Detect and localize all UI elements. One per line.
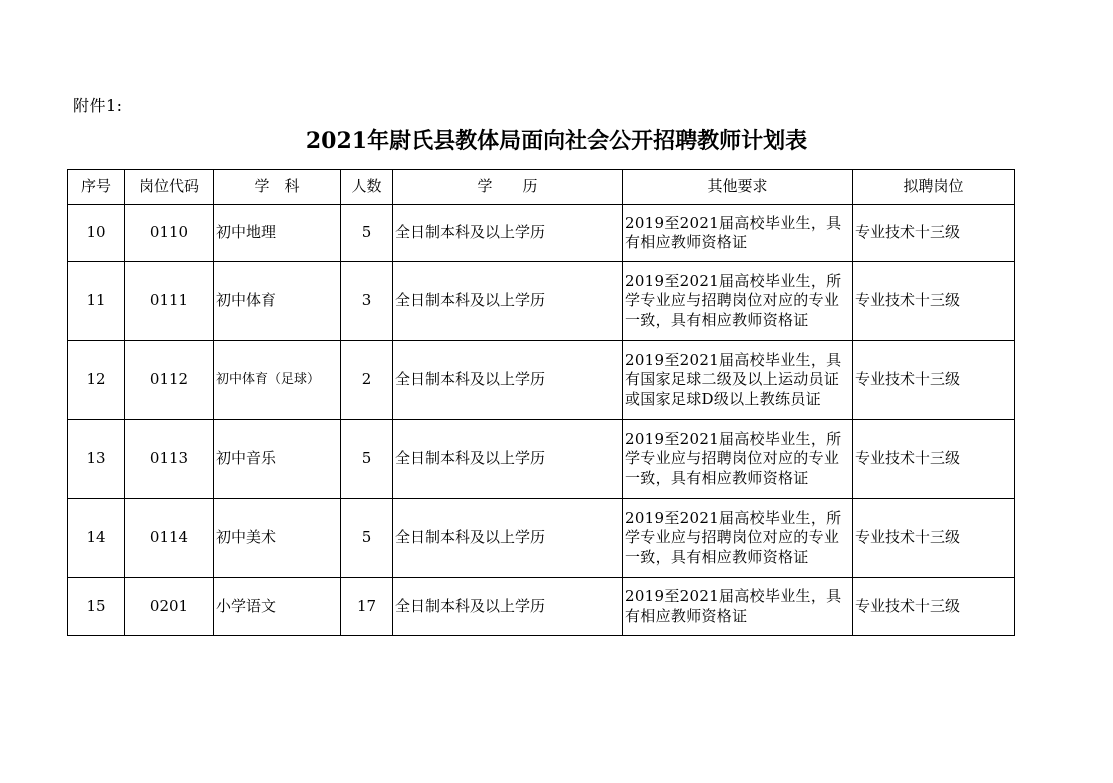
cell-no: 11 <box>68 262 125 341</box>
cell-code: 0114 <box>125 499 214 578</box>
cell-requirements: 2019至2021届高校毕业生，所学专业应与招聘岗位对应的专业一致，具有相应教师资格证 <box>623 262 853 341</box>
cell-position: 专业技术十三级 <box>853 205 1015 262</box>
cell-position: 专业技术十三级 <box>853 499 1015 578</box>
cell-education: 全日制本科及以上学历 <box>393 262 623 341</box>
cell-subject: 初中音乐 <box>214 420 341 499</box>
cell-subject: 初中地理 <box>214 205 341 262</box>
table-row <box>68 420 1015 499</box>
cell-education: 全日制本科及以上学历 <box>393 499 623 578</box>
cell-education: 全日制本科及以上学历 <box>393 420 623 499</box>
cell-requirements: 2019至2021届高校毕业生，具有相应教师资格证 <box>623 578 853 636</box>
header-subject: 学 科 <box>214 170 341 205</box>
cell-code: 0112 <box>125 341 214 420</box>
cell-code: 0110 <box>125 205 214 262</box>
cell-no: 13 <box>68 420 125 499</box>
cell-position: 专业技术十三级 <box>853 420 1015 499</box>
cell-subject: 初中美术 <box>214 499 341 578</box>
cell-code: 0111 <box>125 262 214 341</box>
cell-subject: 小学语文 <box>214 578 341 636</box>
cell-position: 专业技术十三级 <box>853 341 1015 420</box>
header-count: 人数 <box>341 170 393 205</box>
table-row <box>68 341 1015 420</box>
cell-no: 15 <box>68 578 125 636</box>
recruitment-plan-table <box>67 169 1015 636</box>
cell-requirements: 2019至2021届高校毕业生，所学专业应与招聘岗位对应的专业一致，具有相应教师资格证 <box>623 420 853 499</box>
cell-education: 全日制本科及以上学历 <box>393 205 623 262</box>
header-position: 拟聘岗位 <box>853 170 1015 205</box>
cell-subject: 初中体育 <box>214 262 341 341</box>
cell-code: 0113 <box>125 420 214 499</box>
cell-no: 10 <box>68 205 125 262</box>
cell-count: 5 <box>341 499 393 578</box>
cell-requirements: 2019至2021届高校毕业生，具有相应教师资格证 <box>623 205 853 262</box>
header-no: 序号 <box>68 170 125 205</box>
cell-education: 全日制本科及以上学历 <box>393 578 623 636</box>
table-row <box>68 578 1015 636</box>
cell-no: 14 <box>68 499 125 578</box>
cell-count: 17 <box>341 578 393 636</box>
header-requirements: 其他要求 <box>623 170 853 205</box>
page-title: 2021年尉氏县教体局面向社会公开招聘教师计划表 <box>305 128 808 154</box>
cell-count: 5 <box>341 205 393 262</box>
cell-no: 12 <box>68 341 125 420</box>
cell-count: 2 <box>341 341 393 420</box>
cell-position: 专业技术十三级 <box>853 578 1015 636</box>
cell-requirements: 2019至2021届高校毕业生，所学专业应与招聘岗位对应的专业一致，具有相应教师资格证 <box>623 499 853 578</box>
table-row <box>68 262 1015 341</box>
attachment-label: 附件1: <box>73 96 123 115</box>
table-header-row <box>68 170 1015 205</box>
header-education: 学 历 <box>393 170 623 205</box>
cell-education: 全日制本科及以上学历 <box>393 341 623 420</box>
cell-count: 3 <box>341 262 393 341</box>
header-code: 岗位代码 <box>125 170 214 205</box>
cell-code: 0201 <box>125 578 214 636</box>
cell-position: 专业技术十三级 <box>853 262 1015 341</box>
table-row <box>68 205 1015 262</box>
cell-count: 5 <box>341 420 393 499</box>
cell-requirements: 2019至2021届高校毕业生，具有国家足球二级及以上运动员证或国家足球D级以上教练员证 <box>623 341 853 420</box>
table-row <box>68 499 1015 578</box>
cell-subject: 初中体育（足球） <box>214 341 341 420</box>
